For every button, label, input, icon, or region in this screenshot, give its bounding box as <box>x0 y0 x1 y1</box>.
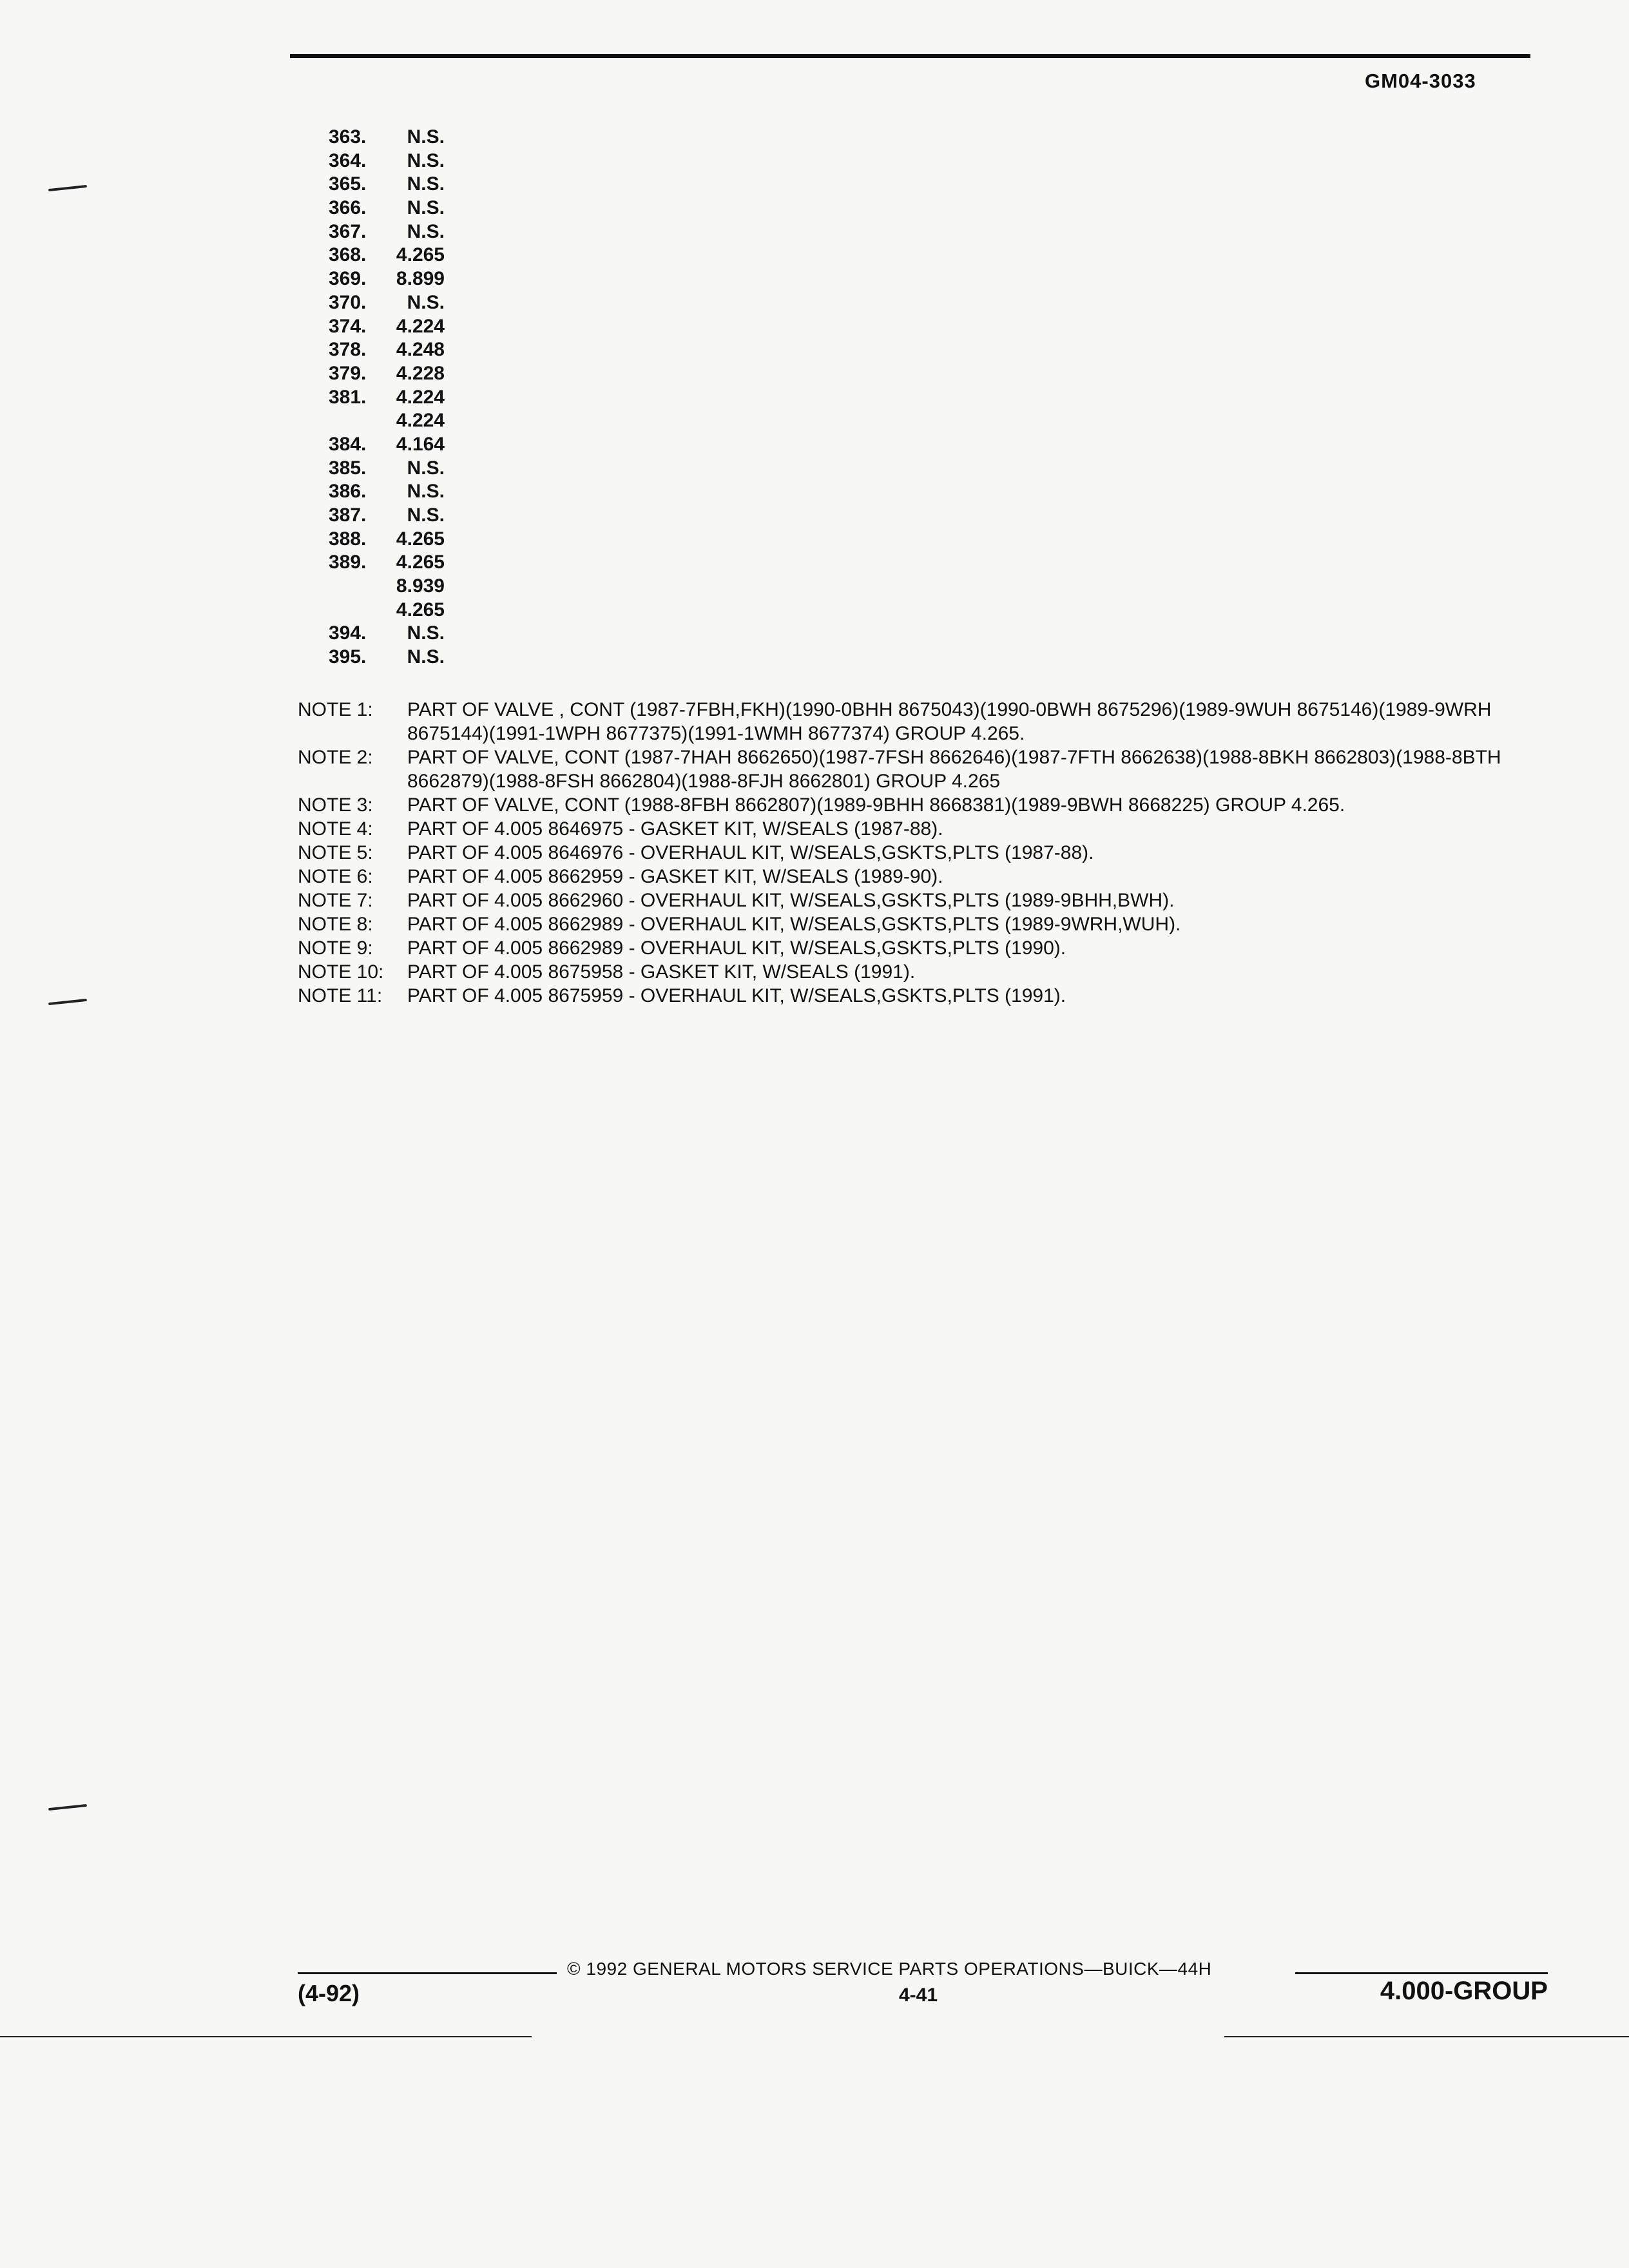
item-number: 385. <box>329 457 367 479</box>
parts-row <box>293 315 1540 339</box>
parts-row <box>293 480 1540 504</box>
note-label: NOTE 3: <box>298 794 373 816</box>
note-label: NOTE 5: <box>298 842 373 863</box>
note-label: NOTE 1: <box>298 699 373 720</box>
parts-row <box>293 457 1540 481</box>
item-number: 374. <box>329 315 367 337</box>
item-number: 369. <box>329 268 367 290</box>
parts-row <box>293 646 1540 669</box>
group-number: N.S. <box>407 622 445 644</box>
group-number: N.S. <box>407 646 445 668</box>
parts-row <box>293 220 1540 244</box>
parts-row <box>293 149 1540 173</box>
group-label: 4.000-GROUP <box>1380 1977 1548 2005</box>
item-number: 395. <box>329 646 367 668</box>
item-number: 394. <box>329 622 367 644</box>
item-number: 387. <box>329 505 367 526</box>
group-number: 4.228 <box>396 362 445 384</box>
note-text: PART OF 4.005 8662959 - GASKET KIT, W/SEALS (1989-90). <box>407 866 943 887</box>
item-number: 370. <box>329 291 367 313</box>
item-number: 384. <box>329 433 367 455</box>
item-number: 368. <box>329 244 367 266</box>
note-text: PART OF 4.005 8662960 - OVERHAUL KIT, W/SEALS,GSKTS,PLTS (1989-9BHH,BWH). <box>407 890 1175 911</box>
parts-row <box>293 338 1540 362</box>
note-text: PART OF 4.005 8675959 - OVERHAUL KIT, W/SEALS,GSKTS,PLTS (1991). <box>407 985 1066 1006</box>
note-label: NOTE 10: <box>298 961 384 983</box>
note-item <box>298 936 1561 960</box>
note-text: PART OF 4.005 8662989 - OVERHAUL KIT, W/SEALS,GSKTS,PLTS (1989-9WRH,WUH). <box>407 914 1181 935</box>
note-label: NOTE 9: <box>298 937 373 959</box>
group-number: 4.265 <box>396 552 445 573</box>
punch-mark <box>48 1804 87 1811</box>
parts-row <box>293 173 1540 197</box>
document-id: GM04-3033 <box>1365 70 1476 92</box>
group-number: 4.265 <box>396 528 445 550</box>
group-number: N.S. <box>407 149 445 171</box>
group-number: N.S. <box>407 126 445 148</box>
item-number: 378. <box>329 339 367 361</box>
parts-row <box>293 409 1540 433</box>
note-label: NOTE 8: <box>298 914 373 935</box>
group-number: N.S. <box>407 505 445 526</box>
note-label: NOTE 4: <box>298 818 373 840</box>
parts-row <box>293 126 1540 149</box>
parts-row <box>293 599 1540 622</box>
group-number: N.S. <box>407 220 445 242</box>
note-text: PART OF 4.005 8646976 - OVERHAUL KIT, W/SEALS,GSKTS,PLTS (1987-88). <box>407 842 1094 863</box>
group-number: 4.265 <box>396 244 445 266</box>
parts-row <box>293 197 1540 220</box>
note-item <box>298 889 1561 912</box>
parts-row <box>293 504 1540 528</box>
note-item <box>298 817 1561 841</box>
note-item <box>298 865 1561 889</box>
note-label: NOTE 2: <box>298 747 373 768</box>
parts-row <box>293 551 1540 575</box>
parts-row <box>293 291 1540 315</box>
note-text: PART OF 4.005 8662989 - OVERHAUL KIT, W/SEALS,GSKTS,PLTS (1990). <box>407 937 1066 959</box>
copyright-text: © 1992 GENERAL MOTORS SERVICE PARTS OPERATIONS—BUICK—44H <box>567 1959 1212 1979</box>
note-item <box>298 698 1561 745</box>
item-number: 389. <box>329 552 367 573</box>
group-number: N.S. <box>407 481 445 503</box>
group-number: 4.224 <box>396 315 445 337</box>
group-number: 4.164 <box>396 433 445 455</box>
group-number: 4.224 <box>396 386 445 408</box>
note-item <box>298 745 1561 793</box>
parts-row <box>293 575 1540 599</box>
note-label: NOTE 7: <box>298 890 373 911</box>
footer-rule-left <box>298 1972 557 1974</box>
footer-rule-right <box>1295 1972 1548 1974</box>
top-rule <box>290 54 1530 58</box>
parts-row <box>293 267 1540 291</box>
note-item <box>298 912 1561 936</box>
item-number: 367. <box>329 220 367 242</box>
group-number: N.S. <box>407 173 445 195</box>
group-number: 8.899 <box>396 268 445 290</box>
group-number: N.S. <box>407 197 445 219</box>
item-number: 364. <box>329 149 367 171</box>
item-number: 363. <box>329 126 367 148</box>
item-number: 379. <box>329 362 367 384</box>
parts-row <box>293 433 1540 457</box>
note-text: PART OF VALVE, CONT (1987-7HAH 8662650)(1987-7FSH 8662646)(1987-7FTH 8662638)(1988-8BKH 8662803)(1988-8BTH 8662879)(1988-8FSH 8662804)(1988-8FJH 8662801) GROUP 4.265 <box>407 747 1501 792</box>
item-number: 381. <box>329 386 367 408</box>
parts-row <box>293 244 1540 267</box>
parts-row <box>293 386 1540 410</box>
note-item <box>298 984 1561 1008</box>
note-text: PART OF VALVE , CONT (1987-7FBH,FKH)(1990-0BHH 8675043)(1990-0BWH 8675296)(1989-9WUH 8675146)(1989-9WRH 8675144)(1991-1WPH 8677375)(1991-1WMH 8677374) GROUP 4.265. <box>407 699 1492 744</box>
note-item <box>298 793 1561 817</box>
punch-mark <box>48 999 87 1005</box>
group-number: N.S. <box>407 457 445 479</box>
parts-row <box>293 528 1540 552</box>
revision-date: (4-92) <box>298 1980 360 2006</box>
scan-edge-line <box>0 2036 532 2037</box>
item-number: 388. <box>329 528 367 550</box>
note-item <box>298 960 1561 984</box>
note-text: PART OF 4.005 8646975 - GASKET KIT, W/SEALS (1987-88). <box>407 818 943 840</box>
group-number: 4.224 <box>396 410 445 432</box>
item-number: 366. <box>329 197 367 219</box>
group-number: 8.939 <box>396 575 445 597</box>
note-label: NOTE 6: <box>298 866 373 887</box>
group-number: N.S. <box>407 291 445 313</box>
parts-list <box>293 126 1540 669</box>
group-number: 4.248 <box>396 339 445 361</box>
notes-list <box>298 698 1561 1008</box>
note-text: PART OF VALVE, CONT (1988-8FBH 8662807)(1989-9BHH 8668381)(1989-9BWH 8668225) GROUP 4.265. <box>407 794 1345 816</box>
parts-row <box>293 622 1540 646</box>
item-number: 365. <box>329 173 367 195</box>
item-number: 386. <box>329 481 367 503</box>
punch-mark <box>48 185 87 191</box>
page-number: 4-41 <box>899 1984 938 2006</box>
note-label: NOTE 11: <box>298 985 383 1006</box>
parts-row <box>293 362 1540 386</box>
group-number: 4.265 <box>396 599 445 620</box>
scan-edge-line <box>1224 2036 1629 2037</box>
note-text: PART OF 4.005 8675958 - GASKET KIT, W/SEALS (1991). <box>407 961 916 983</box>
note-item <box>298 841 1561 865</box>
